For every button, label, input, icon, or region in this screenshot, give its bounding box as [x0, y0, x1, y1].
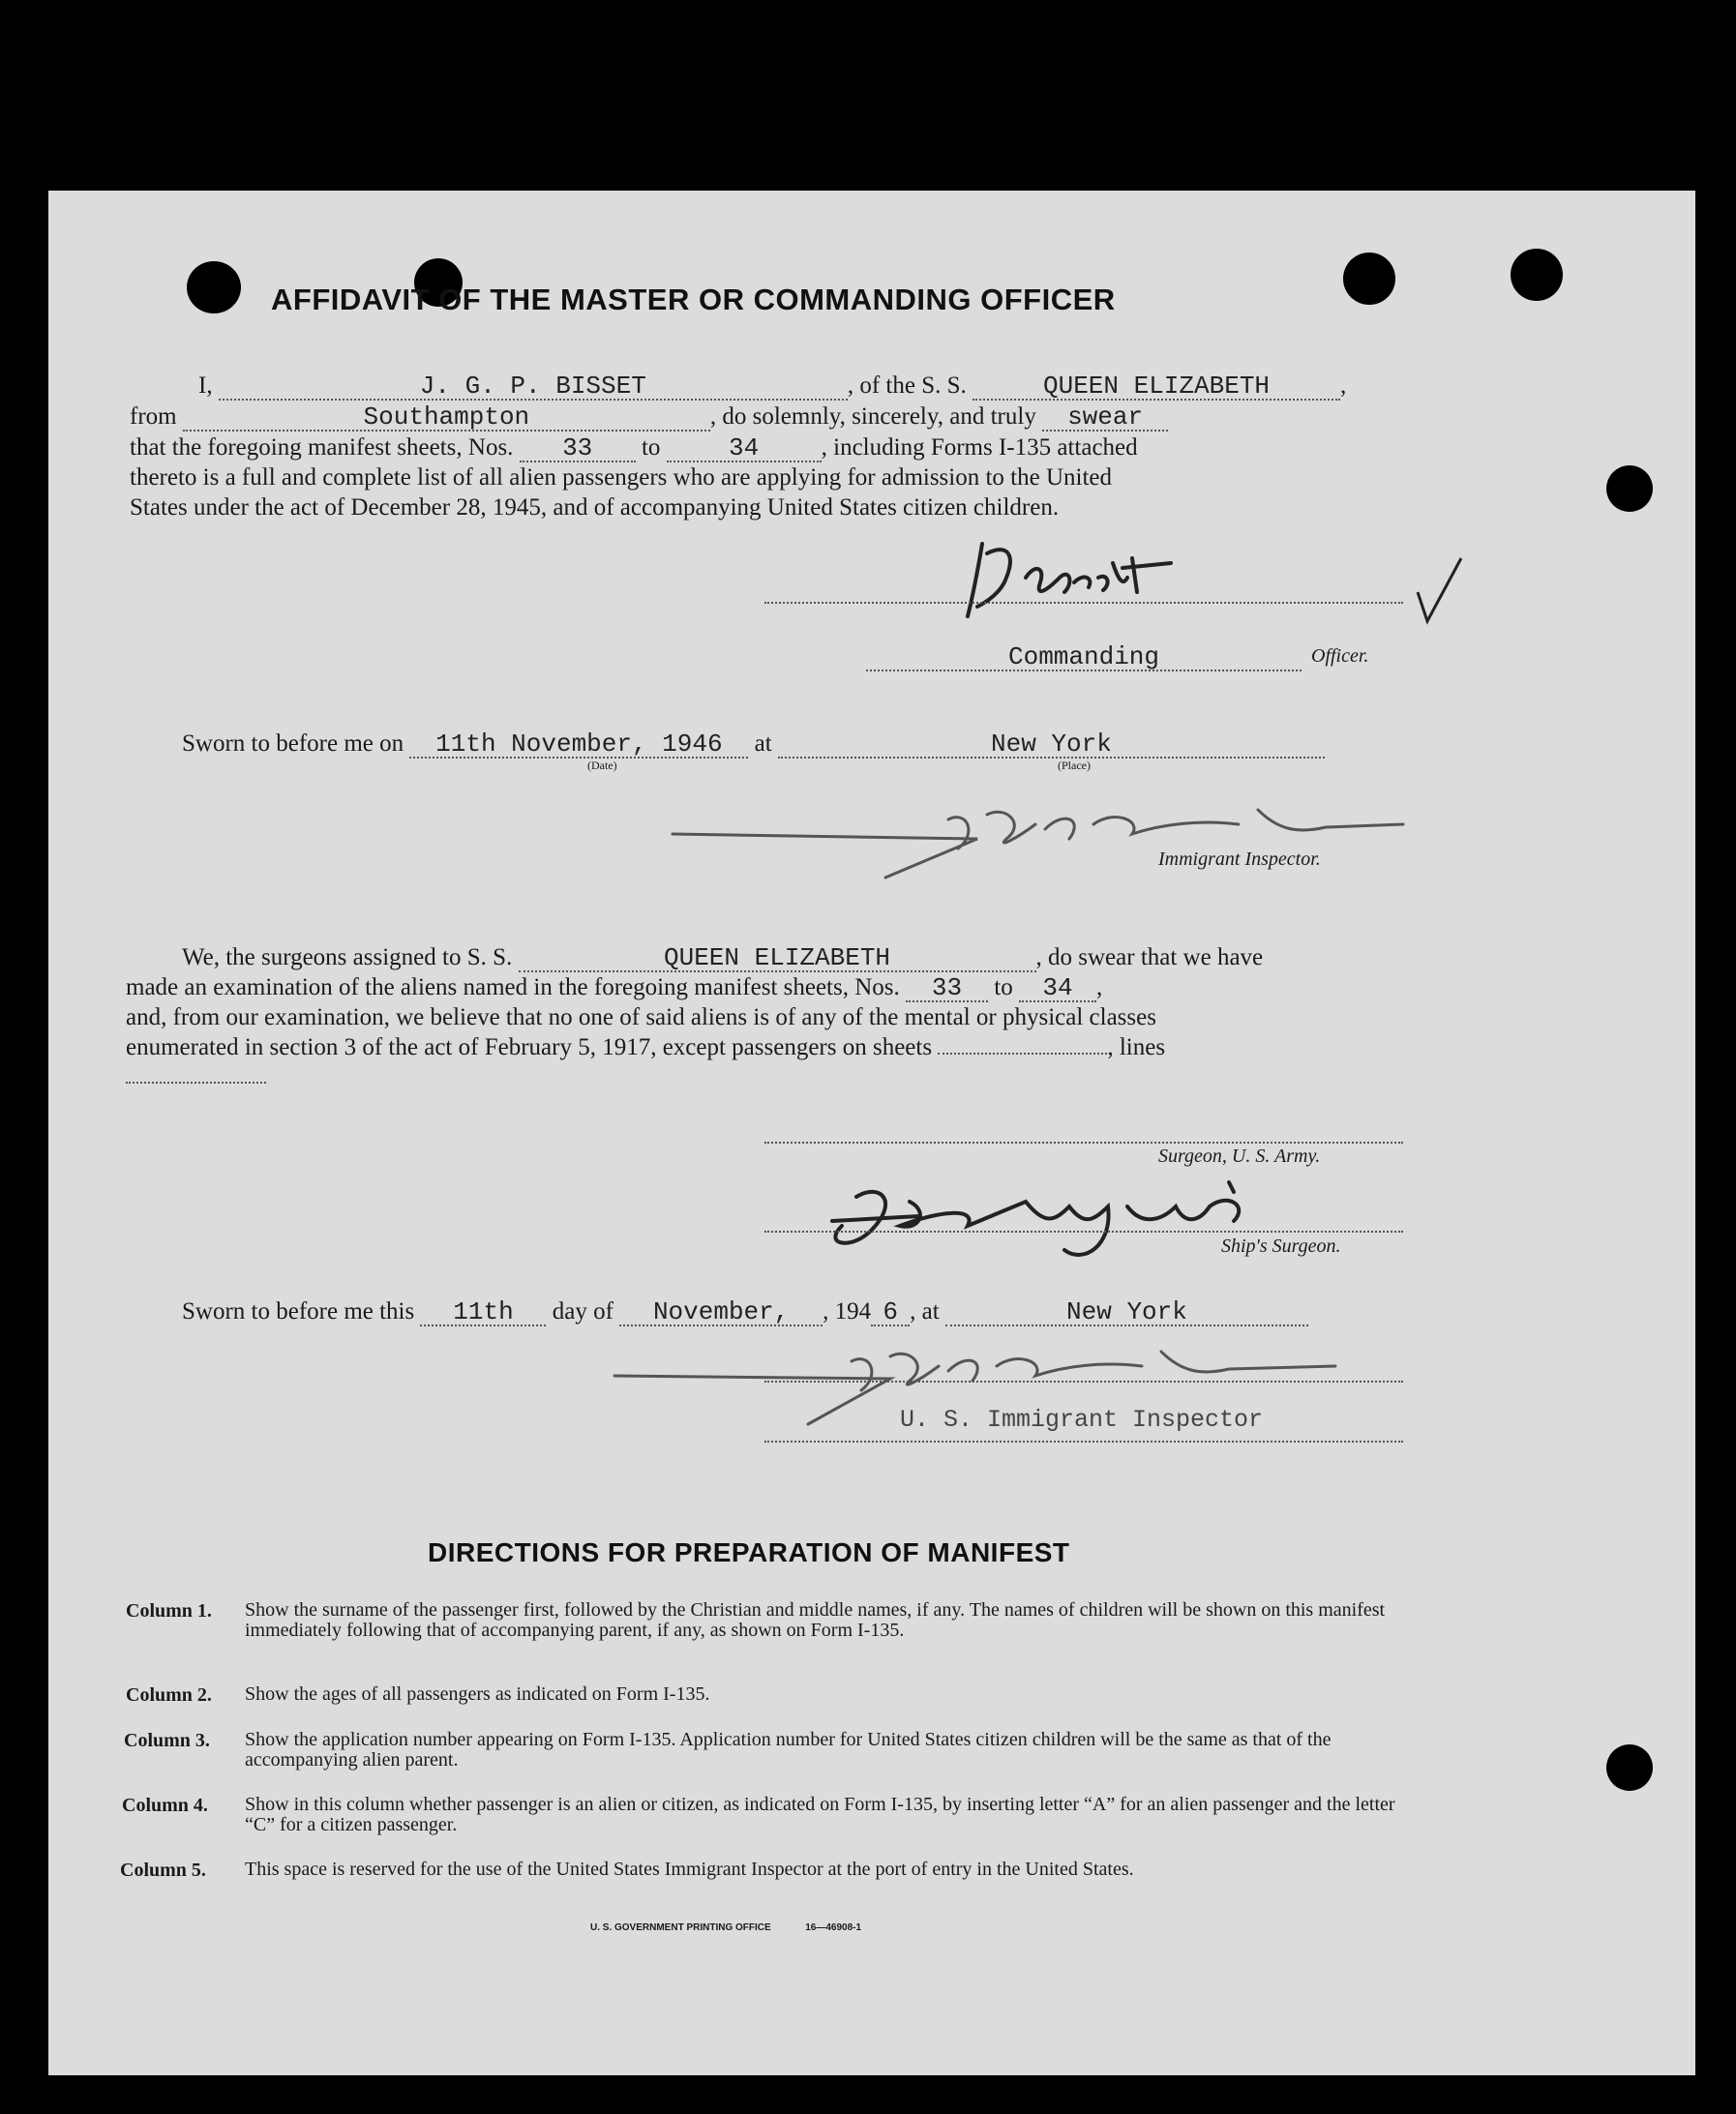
year-digit-field: 6	[871, 1299, 910, 1326]
punch-hole	[1606, 1744, 1653, 1791]
printer-name: U. S. GOVERNMENT PRINTING OFFICE	[590, 1922, 771, 1933]
surgeons-sheet-from-field: 33	[906, 975, 988, 1002]
column-1-label: Column 1.	[126, 1600, 212, 1622]
surgeons-line-1	[182, 942, 1263, 972]
solemnly-text: , do solemnly, sincerely, and truly	[709, 403, 1036, 430]
army-surgeon-signature-line	[764, 1142, 1403, 1144]
day-of-label: day of	[552, 1298, 614, 1325]
sworn-label-2: Sworn to before me this	[182, 1298, 415, 1325]
directions-title: DIRECTIONS FOR PREPARATION OF MANIFEST	[428, 1537, 1070, 1567]
from-line	[130, 402, 1168, 432]
affidavit-line-5: States under the act of December 28, 1945, and of accompanying United States citizen children.	[130, 494, 1060, 521]
manifest-text: that the foregoing manifest sheets, Nos.	[130, 434, 514, 461]
sworn-month-field: November,	[619, 1299, 823, 1326]
oath-word-field: swear	[1042, 404, 1168, 432]
punch-hole	[1343, 253, 1395, 305]
date-caption: (Date)	[587, 759, 617, 772]
ship-name-field: QUEEN ELIZABETH	[973, 373, 1340, 401]
column-5-text: This space is reserved for the use of the United States Immigrant Inspector at the port of entry in the United States.	[245, 1859, 1134, 1880]
column-4-label: Column 4.	[122, 1795, 208, 1816]
punch-hole	[187, 261, 241, 313]
check-mark-icon	[1413, 553, 1471, 631]
at-label: at	[754, 730, 772, 757]
inspector-signature-line-2	[764, 1381, 1403, 1383]
from-port-field: Southampton	[183, 404, 710, 432]
sworn-place-field-2: New York	[945, 1299, 1308, 1326]
sheet-from-field: 33	[520, 435, 636, 462]
affidavit-sheet	[48, 191, 1695, 2075]
army-surgeon-label: Surgeon, U. S. Army.	[1158, 1146, 1321, 1167]
surgeons-text-b: , do swear that we have	[1035, 944, 1264, 970]
surgeons-to-label: to	[994, 974, 1013, 1000]
lines-label: , lines	[1107, 1034, 1166, 1060]
sheet-to-field: 34	[667, 435, 822, 462]
inspector-title-line	[764, 1441, 1403, 1443]
surgeons-text-a: We, the surgeons assigned to S. S.	[182, 944, 513, 970]
surgeons-sheet-to-field: 34	[1019, 975, 1096, 1002]
column-3-label: Column 3.	[124, 1730, 210, 1751]
column-5-label: Column 5.	[120, 1860, 206, 1881]
affidavit-line-4: thereto is a full and complete list of all alien passengers who are applying for admission to the United	[130, 464, 1113, 491]
sworn-line-2	[182, 1296, 1308, 1326]
ships-surgeon-signature-line	[764, 1231, 1403, 1233]
master-signature	[939, 524, 1248, 640]
except-sheets-field	[938, 1033, 1107, 1055]
sworn-place-field: New York	[778, 731, 1325, 759]
punch-hole	[1511, 249, 1563, 301]
at-label-2: , at	[910, 1298, 940, 1325]
rank-field: Commanding	[866, 644, 1302, 671]
manifest-line	[130, 432, 1138, 462]
column-2-text: Show the ages of all passengers as indicated on Form I-135.	[245, 1683, 710, 1705]
forms-text: , including Forms I-135 attached	[821, 434, 1138, 461]
us-immigrant-inspector-label: U. S. Immigrant Inspector	[900, 1406, 1264, 1434]
column-4-text: Show in this column whether passenger is an alien or citizen, as indicated on Form I-135, by inserting letter “A” for an alien passenger and the letter “C” for a citizen passenger.	[245, 1794, 1395, 1835]
affidavit-title: AFFIDAVIT OF THE MASTER OR COMMANDING OFFICER	[271, 283, 1116, 316]
ships-surgeon-label: Ship's Surgeon.	[1221, 1236, 1341, 1257]
punch-hole	[1606, 465, 1653, 512]
sworn-date-field: 11th November, 1946	[409, 731, 748, 759]
surgeons-line-3: and, from our examination, we believe that no one of said aliens is of any of the mental or physical classes	[126, 1004, 1156, 1030]
printer-imprint	[590, 1922, 861, 1933]
sworn-label: Sworn to before me on	[182, 730, 404, 757]
master-name-field: J. G. P. BISSET	[219, 373, 848, 401]
i-label: I,	[198, 372, 213, 399]
surgeons-line-2: made an examination of the aliens named in the foregoing manifest sheets, Nos. 33 to 34 ,	[126, 973, 1103, 1002]
of-the-ss-label: , of the S. S.	[847, 372, 967, 399]
master-signature-line	[764, 602, 1403, 604]
lines-field	[126, 1082, 266, 1084]
immigrant-inspector-label: Immigrant Inspector.	[1158, 849, 1321, 870]
surgeons-ship-field: QUEEN ELIZABETH	[519, 945, 1036, 972]
surgeons-line-4	[126, 1032, 1165, 1062]
officer-label: Officer.	[1311, 645, 1369, 667]
sworn-day-field: 11th	[420, 1299, 546, 1326]
from-label: from	[130, 403, 177, 430]
inspector-signature	[658, 781, 1413, 887]
place-caption: (Place)	[1058, 759, 1091, 772]
rank-line	[866, 641, 1302, 671]
column-3-text: Show the application number appearing on Form I-135. Application number for United States citizen children will be the same as that of the accompanying alien parent.	[245, 1729, 1332, 1771]
form-number: 16—46908-1	[805, 1922, 862, 1933]
surgeons-text-4: enumerated in section 3 of the act of February 5, 1917, except passengers on sheets	[126, 1034, 933, 1060]
to-label: to	[641, 434, 661, 461]
column-1-text: Show the surname of the passenger first, followed by the Christian and middle names, if any. The names of children will be shown on this manifest immediately following that of accompanying parent, if any, as shown on Form I-135.	[245, 1599, 1386, 1641]
surgeons-text-2: made an examination of the aliens named in the foregoing manifest sheets, Nos.	[126, 974, 900, 1000]
sworn-line-1	[182, 729, 1325, 759]
column-2-label: Column 2.	[126, 1684, 212, 1706]
year-prefix: , 194	[823, 1298, 872, 1325]
ships-surgeon-signature	[803, 1173, 1326, 1279]
master-line: I, J. G. P. BISSET , of the S. S. QUEEN ELIZABETH ,	[198, 372, 1347, 401]
